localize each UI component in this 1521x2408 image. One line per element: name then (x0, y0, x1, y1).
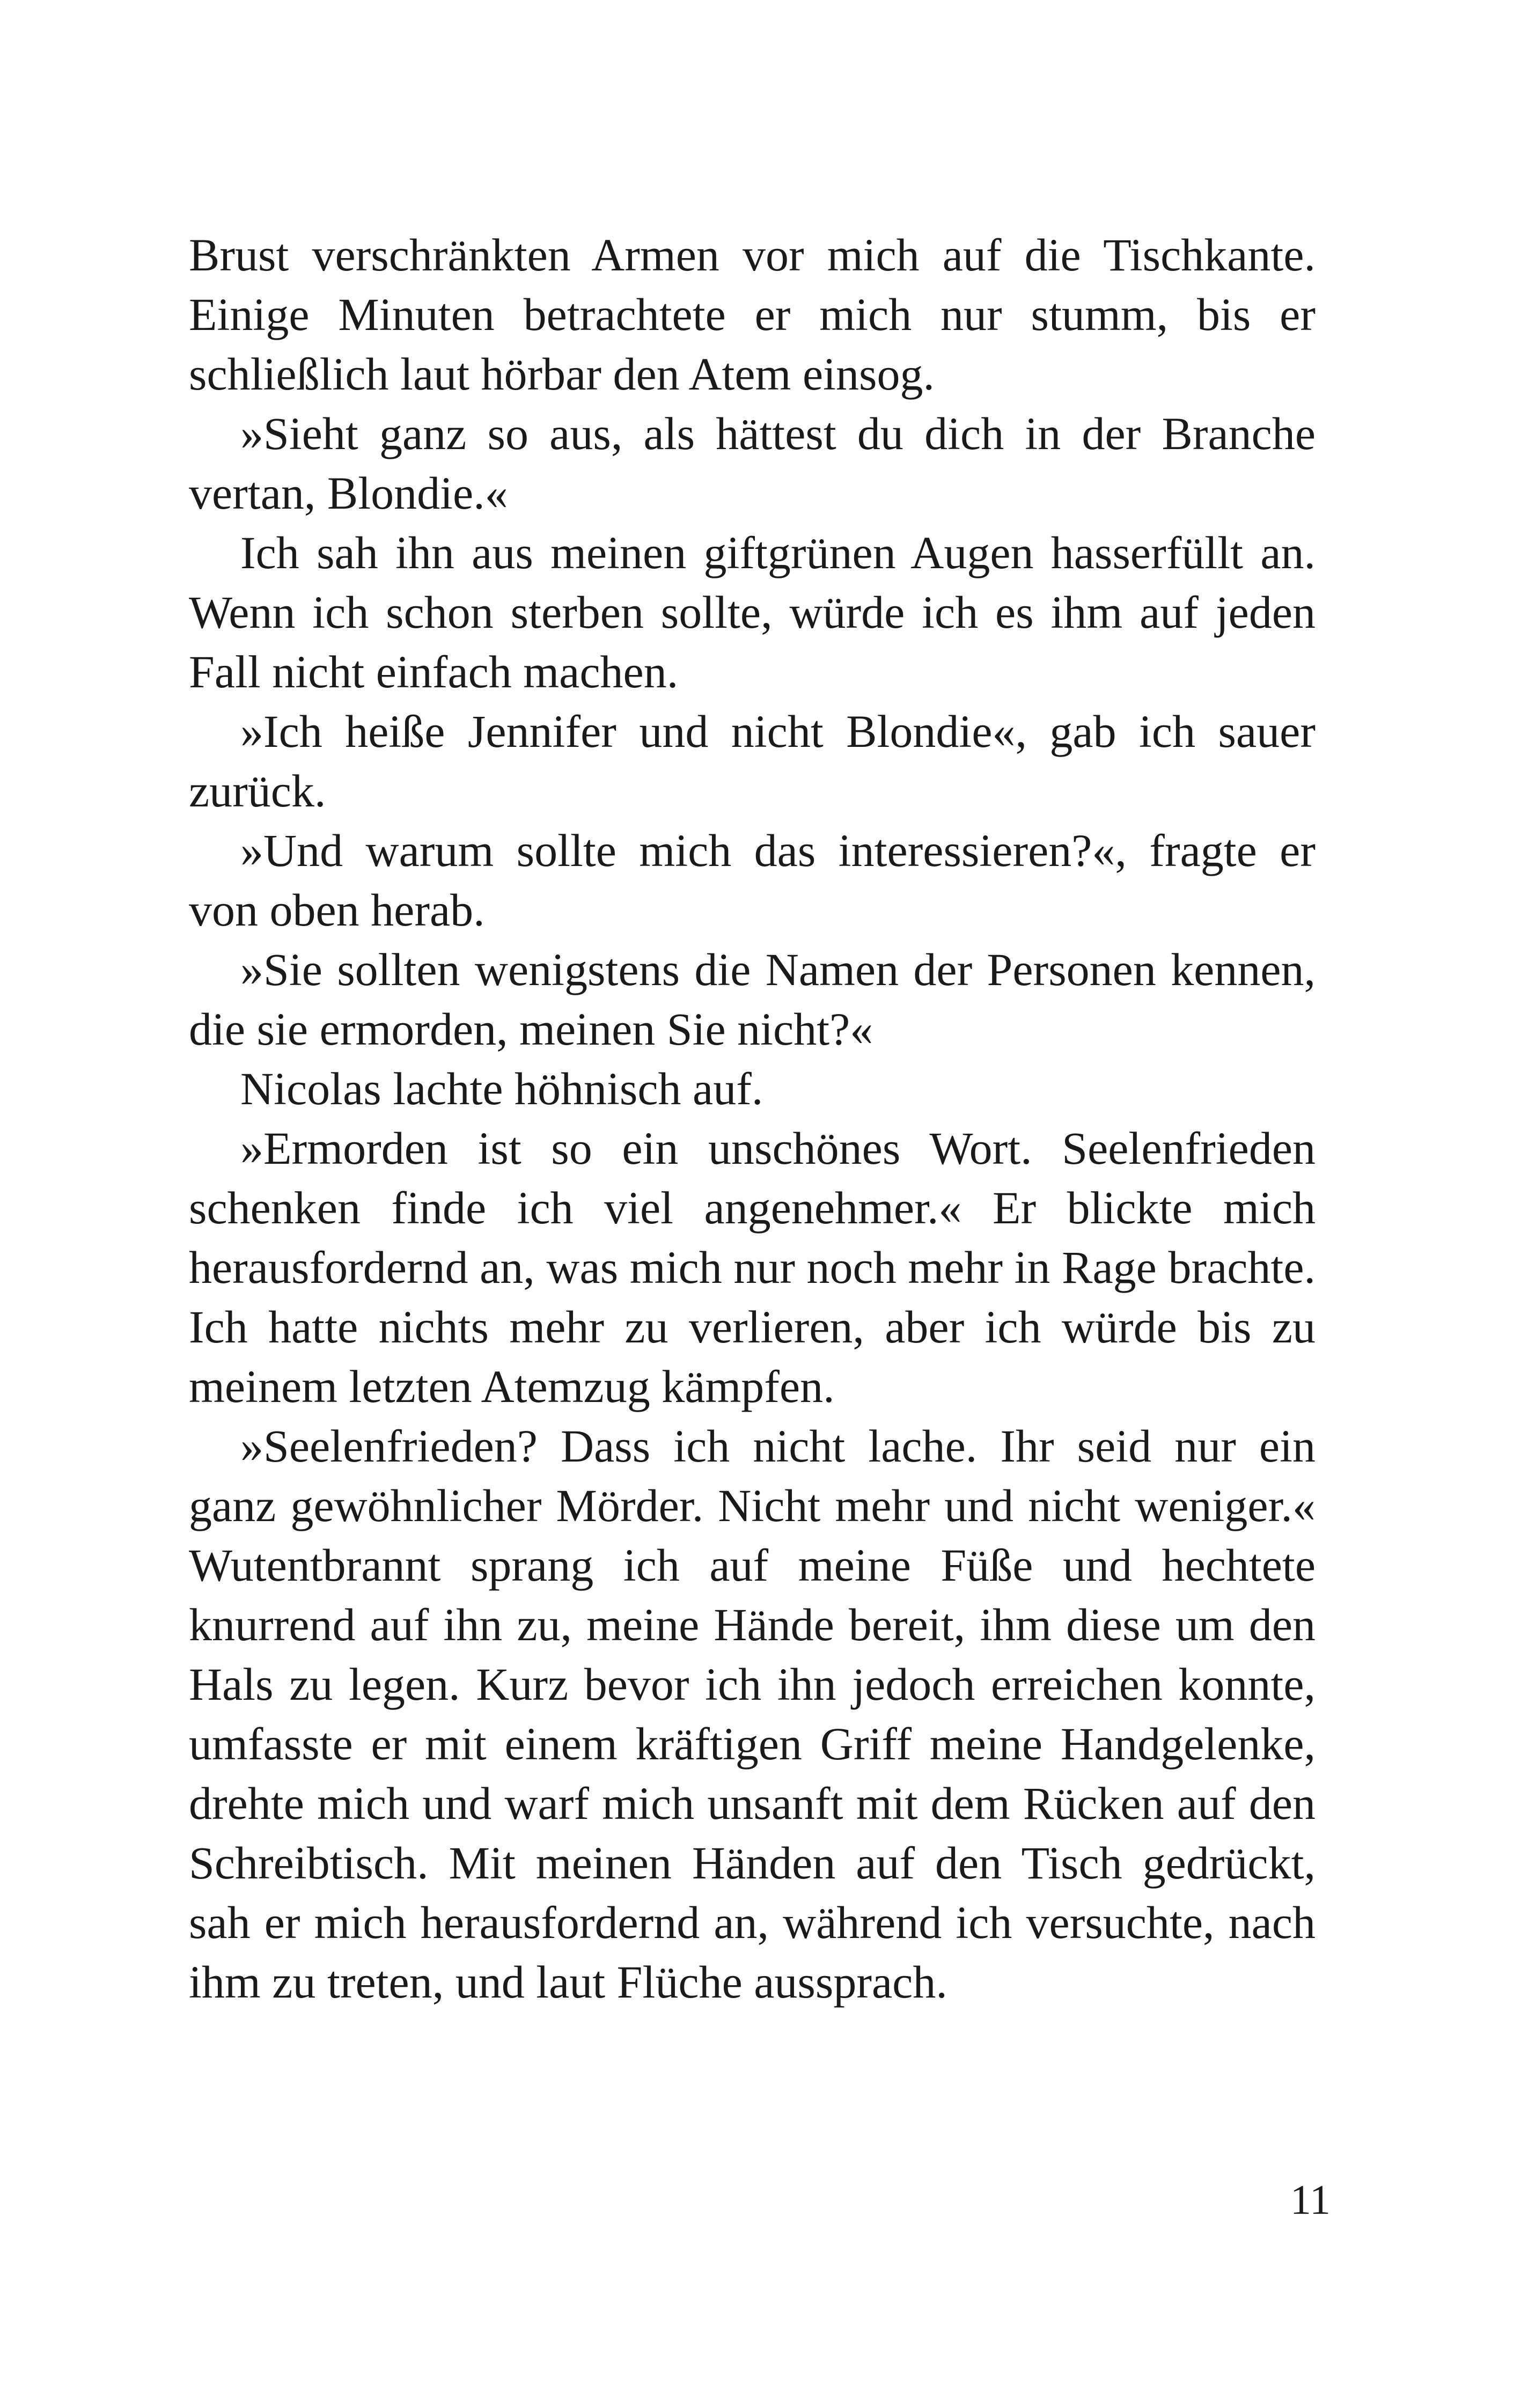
paragraph-dialogue: »Ermorden ist so ein unschönes Wort. Seelenfrieden schenken finde ich viel angenehmer.« Er blickte mich herausfordernd an, was mich nur noch mehr in Rage brachte. Ich hatte nichts mehr zu verlieren, aber ich würde bis zu meinem letzten Atemzug kämpfen. (189, 1122, 1316, 1412)
paragraph-dialogue: »Sieht ganz so aus, als hättest du dich in der Branche vertan, Blondie.« (189, 408, 1316, 519)
paragraph: Ich sah ihn aus meinen giftgrünen Augen hasserfüllt an. Wenn ich schon sterben sollte, würde ich es ihm auf jeden Fall nicht einfach machen. (189, 527, 1316, 698)
book-page-body (189, 225, 1316, 2012)
paragraph-dialogue: »Und warum sollte mich das interessieren?«, fragte er von oben herab. (189, 825, 1316, 936)
page-number: 11 (1290, 2176, 1331, 2223)
paragraph-dialogue: »Ich heiße Jennifer und nicht Blondie«, gab ich sauer zurück. (189, 706, 1316, 817)
paragraph-dialogue: »Sie sollten wenigstens die Namen der Personen kennen, die sie ermorden, meinen Sie nicht?« (189, 944, 1316, 1055)
paragraph: Nicolas lachte höhnisch auf. (240, 1063, 763, 1114)
paragraph-dialogue: »Seelenfrieden? Dass ich nicht lache. Ihr seid nur ein ganz gewöhnlicher Mörder. Nicht mehr und nicht weniger.« Wutentbrannt sprang ich auf meine Füße und hechtete knurrend auf ihn zu, meine Hände bereit, ihm diese um den Hals zu legen. Kurz bevor ich ihn jedoch erreichen konnte, umfasste er mit einem kräftigen Griff meine Handgelenke, drehte mich und warf mich unsanft mit dem Rücken auf den Schreibtisch. Mit meinen Händen auf den Tisch gedrückt, sah er mich herausfordernd an, während ich versuchte, nach ihm zu treten, und laut Flüche aussprach. (189, 1420, 1316, 2008)
paragraph-continued: Brust verschränkten Armen vor mich auf die Tischkante. Einige Minuten betrachtete er mich nur stumm, bis er schließlich laut hörbar den Atem einsog. (189, 229, 1316, 400)
